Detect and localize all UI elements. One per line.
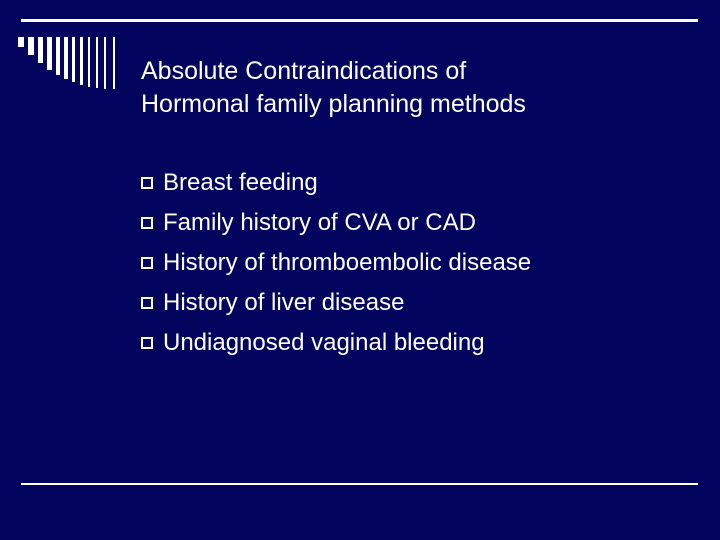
slide-title-line: Hormonal family planning methods <box>141 90 526 118</box>
decorative-bar <box>38 37 43 63</box>
hollow-square-bullet-icon <box>141 177 153 189</box>
bullet-text: Family history of CVA or CAD <box>163 209 476 236</box>
decorative-bar <box>47 37 52 70</box>
decorative-bar <box>56 37 60 75</box>
decorative-bar <box>113 37 115 89</box>
bottom-divider-line <box>21 483 698 485</box>
decorative-bar <box>64 37 68 79</box>
decorative-bar <box>28 37 34 55</box>
bullet-item <box>141 163 531 203</box>
bullet-text: History of thromboembolic disease <box>163 249 532 276</box>
hollow-square-bullet-icon <box>141 217 153 229</box>
bullet-text: History of liver disease <box>163 289 405 316</box>
hollow-square-bullet-icon <box>141 257 153 269</box>
hollow-square-bullet-icon <box>141 297 153 309</box>
decorative-bar <box>18 37 24 47</box>
slide-title <box>141 55 681 121</box>
bullet-item <box>141 243 531 283</box>
bullet-item <box>141 323 531 363</box>
top-divider-line <box>21 19 698 22</box>
decorative-bar <box>80 37 83 85</box>
slide-title-line: Absolute Contraindications of <box>141 57 467 85</box>
bullet-text: Undiagnosed vaginal bleeding <box>163 329 485 356</box>
bullet-text: Breast feeding <box>163 169 318 196</box>
decorative-bar <box>88 37 90 87</box>
hollow-square-bullet-icon <box>141 337 153 349</box>
decorative-bar <box>72 37 75 82</box>
decorative-bars <box>0 0 140 90</box>
bullet-item <box>141 283 531 323</box>
decorative-bar <box>96 37 98 88</box>
bullet-list <box>141 163 531 363</box>
decorative-bar <box>104 37 106 89</box>
bullet-item <box>141 203 531 243</box>
